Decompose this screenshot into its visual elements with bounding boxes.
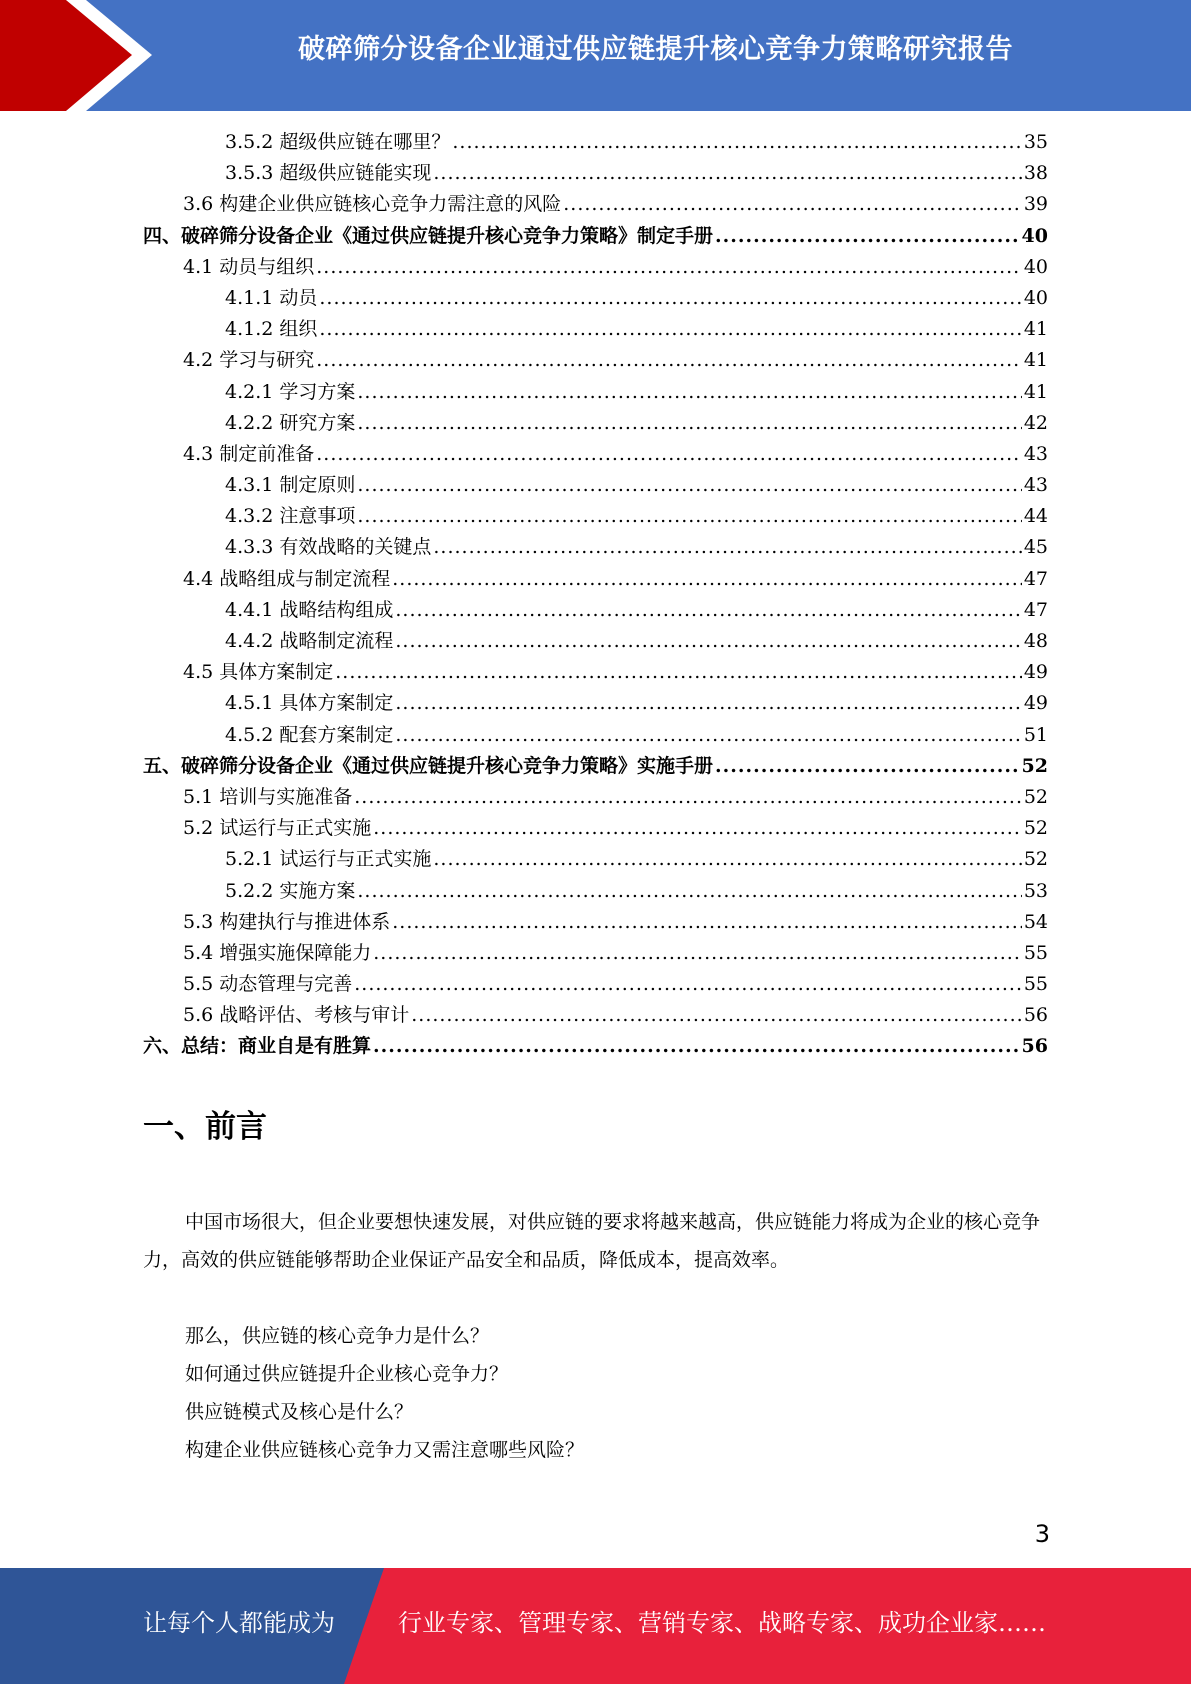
toc-entry-number: 4.4 (183, 567, 214, 590)
toc-entry-number: 5.2.1 (225, 848, 274, 871)
toc-entry-page: 53 (1023, 879, 1048, 902)
toc-entry-page: 52 (1023, 817, 1048, 840)
toc-entry-title: 构建执行与推进体系 (219, 910, 391, 933)
toc-dot-leader (373, 938, 1022, 969)
toc-entry-number: 4.2 (183, 349, 214, 372)
toc-entry-title: 超级供应链能实现 (279, 162, 432, 185)
toc-entry-page: 39 (1023, 193, 1048, 216)
toc-entry[interactable] (143, 876, 1048, 907)
toc-entry-title: 构建企业供应链核心竞争力需注意的风险 (219, 193, 562, 216)
toc-entry-page: 43 (1023, 442, 1048, 465)
toc-entry[interactable] (143, 439, 1048, 470)
toc-dot-leader (354, 782, 1022, 813)
toc-entry-title: 动员 (279, 286, 318, 309)
toc-entry[interactable] (143, 158, 1048, 189)
toc-dot-leader (433, 532, 1021, 563)
toc-entry[interactable] (143, 252, 1048, 283)
toc-entry-title: 制定前准备 (219, 442, 315, 465)
page-number: 3 (1034, 1520, 1050, 1548)
toc-entry-page: 44 (1023, 505, 1048, 528)
toc-entry[interactable] (143, 283, 1048, 314)
toc-dot-leader (411, 1000, 1022, 1031)
toc-entry-page: 49 (1023, 661, 1048, 684)
toc-dot-leader (357, 470, 1021, 501)
toc-entry-page: 43 (1023, 474, 1048, 497)
toc-entry-number: 4.4.1 (225, 598, 274, 621)
toc-entry-page: 52 (1023, 848, 1048, 871)
toc-dot-leader (392, 907, 1022, 938)
toc-entry-number: 4.3 (183, 442, 214, 465)
toc-entry-page: 40 (1023, 286, 1048, 309)
toc-dot-leader (319, 283, 1021, 314)
toc-entry-title: 战略制定流程 (279, 630, 394, 652)
toc-dot-leader (715, 751, 1020, 782)
footer-banner (0, 1568, 1191, 1684)
toc-entry-page: 40 (1021, 224, 1048, 247)
footer-slogan-right: 行业专家、管理专家、营销专家、战略专家、成功企业家…… (398, 1609, 1046, 1637)
question-item: 那么，供应链的核心竞争力是什么？ (185, 1325, 490, 1347)
footer-slogan-left: 让每个人都能成为 (143, 1609, 335, 1637)
toc-entry-title: 配套方案制定 (279, 723, 394, 746)
toc-entry-page: 56 (1021, 1035, 1048, 1058)
toc-entry-page: 45 (1023, 536, 1048, 559)
toc-entry-title: 战略评估、考核与审计 (219, 1004, 410, 1027)
table-of-contents (143, 127, 1048, 1063)
toc-entry-number: 3.5.3 (225, 162, 274, 185)
toc-entry-page: 55 (1023, 941, 1048, 964)
toc-entry[interactable] (143, 532, 1048, 563)
question-list (185, 1317, 1045, 1469)
toc-entry[interactable] (143, 221, 1048, 252)
toc-entry-title: 五、破碎筛分设备企业《通过供应链提升核心竞争力策略》实施手册 (143, 754, 714, 777)
toc-entry-page: 48 (1023, 630, 1048, 652)
toc-entry[interactable] (143, 501, 1048, 532)
intro-paragraph: 中国市场很大，但企业要想快速发展，对供应链的要求将越来越高，供应链能力将成为企业的核心竞争力，高效的供应链能够帮助企业保证产品安全和品质，降低成本，提高效率。 (143, 1211, 1041, 1271)
toc-entry-title: 增强实施保障能力 (219, 941, 372, 964)
toc-dot-leader (715, 221, 1020, 252)
toc-entry-number: 4.3.3 (225, 536, 274, 559)
toc-entry-title: 组织 (279, 318, 318, 341)
toc-entry-title: 具体方案制定 (279, 692, 394, 715)
toc-entry-number: 5.4 (183, 941, 214, 964)
toc-entry-page: 49 (1023, 692, 1048, 715)
toc-entry[interactable] (143, 938, 1048, 969)
toc-entry-number: 5.2.2 (225, 879, 274, 902)
toc-entry-page: 47 (1023, 598, 1048, 621)
toc-dot-leader (433, 158, 1021, 189)
toc-entry-title: 学习与研究 (219, 349, 315, 372)
toc-entry-title: 动态管理与完善 (219, 973, 353, 996)
toc-entry-number: 5.3 (183, 910, 214, 933)
toc-dot-leader (563, 189, 1022, 220)
toc-dot-leader (357, 501, 1021, 532)
toc-entry-title: 制定原则 (279, 474, 356, 497)
toc-entry[interactable] (143, 595, 1048, 626)
toc-entry-title: 试运行与正式实施 (279, 848, 432, 871)
toc-entry-title: 动员与组织 (219, 255, 315, 278)
question-item: 供应链模式及核心是什么？ (185, 1401, 414, 1423)
toc-entry[interactable] (143, 969, 1048, 1000)
toc-entry[interactable] (143, 408, 1048, 439)
toc-entry-title: 战略组成与制定流程 (219, 567, 391, 590)
toc-entry-number: 4.4.2 (225, 630, 274, 652)
toc-entry[interactable] (143, 314, 1048, 345)
toc-entry-title: 实施方案 (279, 879, 356, 902)
toc-entry-number: 5.2 (183, 817, 214, 840)
toc-entry-number: 4.3.1 (225, 474, 274, 497)
toc-dot-leader (316, 345, 1022, 376)
toc-entry-number: 5.1 (183, 785, 214, 808)
toc-entry-page: 41 (1023, 349, 1048, 372)
toc-dot-leader (357, 876, 1021, 907)
toc-entry-number: 4.2.1 (225, 380, 274, 403)
toc-entry-number: 5.5 (183, 973, 214, 996)
toc-entry-number: 4.1.2 (225, 318, 274, 341)
toc-entry[interactable] (143, 657, 1048, 688)
header-banner (0, 0, 1191, 111)
toc-dot-leader (335, 657, 1022, 688)
toc-entry[interactable] (143, 189, 1048, 220)
toc-entry-number: 4.1.1 (225, 286, 274, 309)
toc-entry-title: 战略结构组成 (279, 598, 394, 621)
toc-dot-leader (357, 408, 1021, 439)
toc-dot-leader (373, 813, 1022, 844)
toc-entry-number: 4.1 (183, 255, 214, 278)
toc-entry[interactable] (143, 127, 1048, 158)
toc-entry-title: 注意事项 (279, 505, 356, 528)
toc-dot-leader (319, 314, 1021, 345)
toc-entry[interactable] (143, 751, 1048, 782)
toc-entry[interactable] (143, 688, 1048, 719)
toc-entry[interactable] (143, 844, 1048, 875)
toc-entry-title: 研究方案 (279, 411, 356, 434)
toc-dot-leader (357, 377, 1021, 408)
toc-entry[interactable] (143, 813, 1048, 844)
toc-entry-title: 培训与实施准备 (219, 785, 353, 808)
toc-entry-number: 3.5.2 (225, 131, 274, 153)
toc-entry[interactable] (143, 1000, 1048, 1031)
question-item: 如何通过供应链提升企业核心竞争力？ (185, 1363, 509, 1385)
toc-entry-title: 超级供应链在哪里？ (279, 131, 451, 153)
toc-dot-leader (354, 969, 1022, 1000)
toc-entry-number: 4.5 (183, 661, 214, 684)
toc-dot-leader (316, 252, 1022, 283)
toc-entry-page: 52 (1023, 785, 1048, 808)
toc-entry-number: 5.6 (183, 1004, 214, 1027)
toc-entry-page: 41 (1023, 380, 1048, 403)
toc-dot-leader (395, 595, 1021, 626)
toc-entry[interactable] (143, 720, 1048, 751)
toc-entry[interactable] (143, 377, 1048, 408)
toc-entry-page: 42 (1023, 411, 1048, 434)
toc-entry-title: 学习方案 (279, 380, 356, 403)
toc-entry-page: 40 (1023, 255, 1048, 278)
toc-entry-page: 56 (1023, 1004, 1048, 1027)
toc-entry[interactable] (143, 907, 1048, 938)
toc-entry-page: 38 (1023, 162, 1048, 185)
toc-entry[interactable] (143, 1031, 1048, 1062)
toc-entry-title: 有效战略的关键点 (279, 536, 432, 559)
toc-dot-leader (433, 844, 1021, 875)
toc-entry-title: 四、破碎筛分设备企业《通过供应链提升核心竞争力策略》制定手册 (143, 224, 714, 247)
toc-entry-title: 六、总结：商业自是有胜算 (143, 1035, 372, 1058)
toc-dot-leader (316, 439, 1022, 470)
toc-dot-leader (395, 720, 1021, 751)
toc-entry[interactable] (143, 782, 1048, 813)
toc-entry-page: 54 (1023, 910, 1048, 933)
toc-dot-leader (373, 1031, 1020, 1062)
toc-entry-number: 4.5.1 (225, 692, 274, 715)
toc-entry[interactable] (143, 564, 1048, 595)
toc-entry-page: 41 (1023, 318, 1048, 341)
toc-entry-page: 35 (1023, 131, 1048, 153)
toc-dot-leader (395, 688, 1021, 719)
question-item: 构建企业供应链核心竞争力又需注意哪些风险？ (185, 1439, 585, 1461)
section-title: 一、前言 (143, 1109, 267, 1145)
toc-entry-number: 3.6 (183, 193, 214, 216)
toc-entry-number: 4.2.2 (225, 411, 274, 434)
toc-entry-page: 52 (1021, 754, 1048, 777)
toc-entry-page: 55 (1023, 973, 1048, 996)
toc-dot-leader (392, 564, 1022, 595)
toc-entry[interactable] (143, 470, 1048, 501)
toc-dot-leader (452, 127, 1021, 158)
toc-entry[interactable] (143, 626, 1048, 657)
toc-entry-page: 51 (1023, 723, 1048, 746)
report-title: 破碎筛分设备企业通过供应链提升核心竞争力策略研究报告 (298, 34, 1013, 65)
toc-entry-number: 4.3.2 (225, 505, 274, 528)
toc-entry[interactable] (143, 345, 1048, 376)
toc-entry-title: 具体方案制定 (219, 661, 334, 684)
toc-entry-title: 试运行与正式实施 (219, 817, 372, 840)
toc-entry-page: 47 (1023, 567, 1048, 590)
toc-dot-leader (395, 626, 1021, 657)
toc-entry-number: 4.5.2 (225, 723, 274, 746)
